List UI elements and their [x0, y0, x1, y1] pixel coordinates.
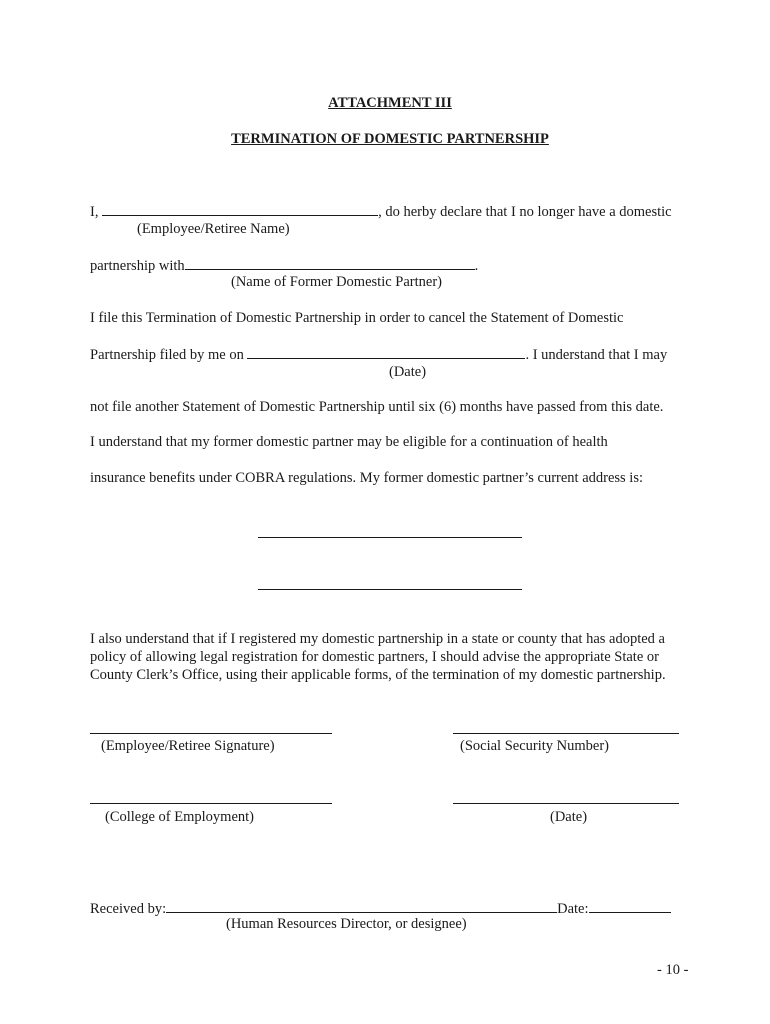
college-caption: (College of Employment) — [105, 809, 254, 825]
line4-prefix: Partnership filed by me on — [90, 347, 244, 363]
line1-suffix: , do herby declare that I no longer have a domestic — [378, 204, 672, 220]
address-line-2-field[interactable] — [258, 589, 522, 590]
received-date-label: Date: — [557, 901, 589, 917]
filed-date-line — [90, 344, 667, 364]
waiting-period-line: not file another Statement of Domestic Partnership until six (6) months have passed from this date. — [90, 399, 664, 415]
signature-date-caption: (Date) — [550, 809, 588, 825]
signature-date-field[interactable] — [453, 803, 679, 804]
received-by-label: Received by: — [90, 901, 167, 917]
cancel-statement-line: I file this Termination of Domestic Partnership in order to cancel the Statement of Domestic — [90, 310, 624, 326]
partner-name-field[interactable] — [185, 255, 475, 270]
received-date-field[interactable] — [589, 898, 671, 913]
employee-signature-caption: (Employee/Retiree Signature) — [101, 738, 275, 754]
name-statement-line — [90, 201, 672, 221]
line4-suffix: . I understand that I may — [525, 347, 668, 363]
partner-address-line: insurance benefits under COBRA regulations. My former domestic partner’s current address is: — [90, 470, 644, 486]
ssn-field[interactable] — [453, 733, 679, 734]
received-by-caption: (Human Resources Director, or designee) — [226, 916, 467, 932]
address-line-1-field[interactable] — [258, 537, 522, 538]
document-title: TERMINATION OF DOMESTIC PARTNERSHIP — [231, 131, 549, 147]
page-number: - 10 - — [657, 962, 689, 978]
partner-statement-line — [90, 255, 478, 275]
employee-name-caption: (Employee/Retiree Name) — [137, 221, 290, 237]
cobra-eligibility-line: I understand that my former domestic partner may be eligible for a continuation of health — [90, 434, 608, 450]
filed-date-caption: (Date) — [389, 364, 427, 380]
ssn-caption: (Social Security Number) — [460, 738, 609, 754]
line2-prefix: partnership with — [90, 258, 185, 274]
employee-name-field[interactable] — [102, 201, 378, 216]
line1-prefix: I, — [90, 204, 99, 220]
line2-suffix: . — [474, 258, 479, 274]
filed-date-field[interactable] — [247, 344, 525, 359]
registration-paragraph: I also understand that if I registered my domestic partnership in a state or county that has adopted a policy of allowing legal registration for domestic partners, I should advise the appropriate State or County Clerk’s Office, using their applicable forms, of the termination of my domestic partnership. — [90, 631, 666, 683]
employee-signature-field[interactable] — [90, 733, 332, 734]
college-field[interactable] — [90, 803, 332, 804]
received-by-field[interactable] — [166, 898, 557, 913]
partner-name-caption: (Name of Former Domestic Partner) — [231, 274, 442, 290]
attachment-heading: ATTACHMENT III — [328, 95, 452, 111]
